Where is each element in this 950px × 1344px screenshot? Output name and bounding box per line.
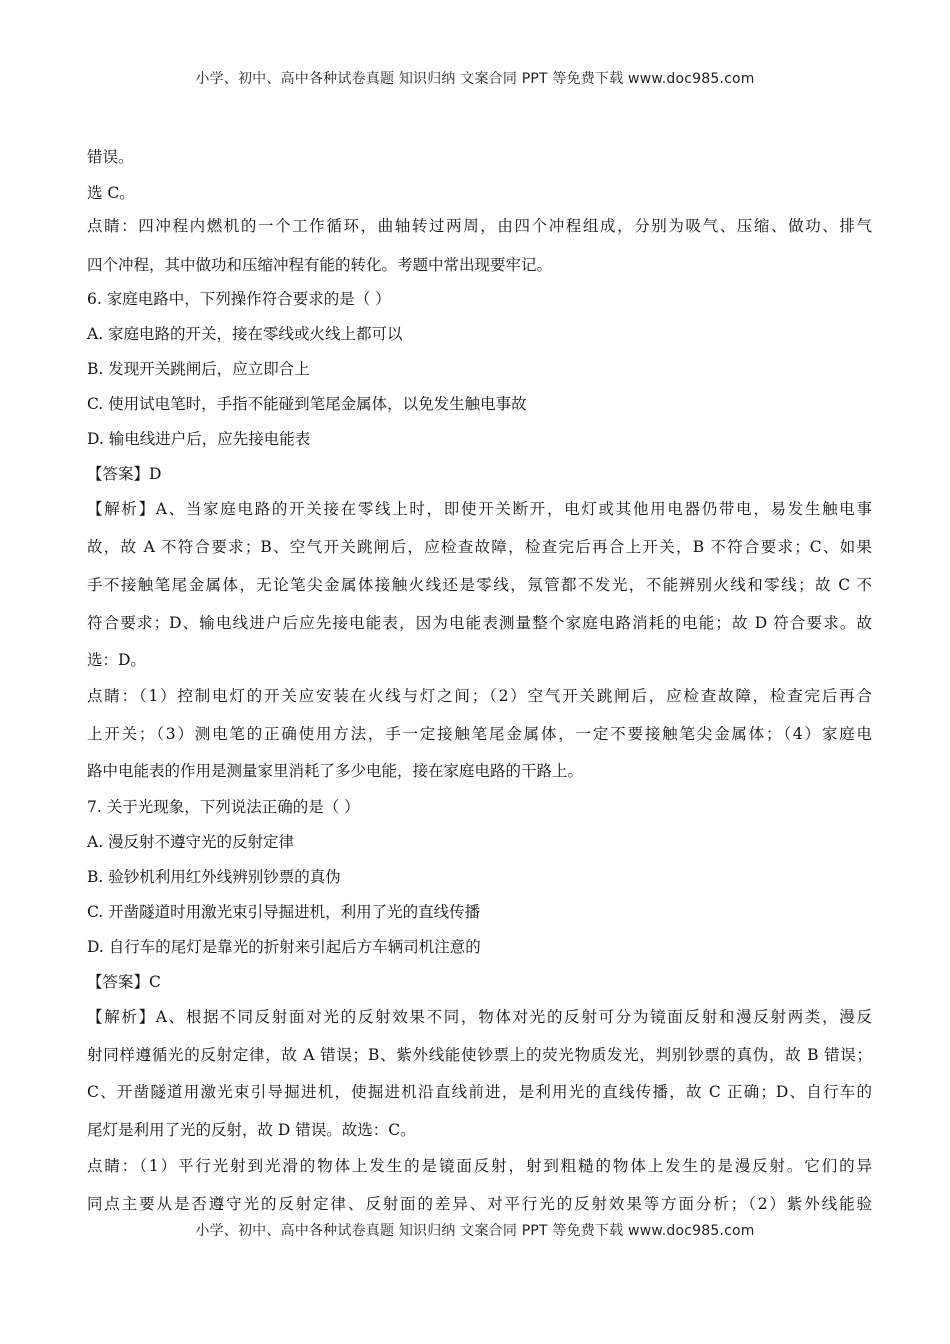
text-line: 故，故 A 不符合要求；B、空气开关跳闸后，应检查故障，检查完后再合上开关，B 不符合要求；C、如果 bbox=[87, 538, 872, 556]
text-line: 错误。 bbox=[87, 148, 134, 166]
question-7-stem: 7. 关于光现象，下列说法正确的是（ ） bbox=[87, 798, 360, 816]
question-7-answer: 【答案】C bbox=[87, 973, 161, 991]
question-6-tip: 点睛：（1）控制电灯的开关应安装在火线与灯之间；（2）空气开关跳闸后，应检查故障，检查完后再合 bbox=[87, 687, 872, 705]
text-line: C、开凿隧道用激光束引导掘进机，使掘进机沿直线前进，是利用光的直线传播，故 C 正确；D、自行车的 bbox=[87, 1083, 872, 1101]
question-7-analysis: 【解析】A、根据不同反射面对光的反射效果不同，物体对光的反射可分为镜面反射和漫反射两类，漫反 bbox=[87, 1008, 872, 1026]
text-line: 手不接触笔尾金属体，无论笔尖金属体接触火线还是零线，氖管都不发光，不能辨别火线和零线；故 C 不 bbox=[87, 576, 872, 594]
question-6-answer: 【答案】D bbox=[87, 465, 162, 483]
question-7-option-a: A. 漫反射不遵守光的反射定律 bbox=[87, 833, 295, 851]
text-line: 符合要求；D、输电线进户后应先接电能表，因为电能表测量整个家庭电路消耗的电能；故 D 符合要求。故 bbox=[87, 614, 872, 632]
page-header: 小学、初中、高中各种试卷真题 知识归纳 文案合同 PPT 等免费下载 www.doc985.com bbox=[195, 71, 755, 87]
text-line: 路中电能表的作用是测量家里消耗了多少电能，接在家庭电路的干路上。 bbox=[87, 762, 584, 780]
question-7-tip: 点睛：（1）平行光射到光滑的物体上发生的是镜面反射，射到粗糙的物体上发生的是漫反射。它们的异 bbox=[87, 1157, 872, 1175]
question-7-option-d: D. 自行车的尾灯是靠光的折射来引起后方车辆司机注意的 bbox=[87, 938, 481, 956]
question-6-option-a: A. 家庭电路的开关，接在零线或火线上都可以 bbox=[87, 325, 403, 343]
text-line: 同点主要从是否遵守光的反射定律、反射面的差异、对平行光的反射效果等方面分析；（2）紫外线能验 bbox=[87, 1195, 872, 1213]
question-6-option-b: B. 发现开关跳闸后，应立即合上 bbox=[87, 360, 310, 378]
text-line: 尾灯是利用了光的反射，故 D 错误。故选：C。 bbox=[87, 1121, 416, 1139]
text-line: 选 C。 bbox=[87, 184, 135, 202]
question-7-option-b: B. 验钞机利用红外线辨别钞票的真伪 bbox=[87, 868, 341, 886]
page-footer: 小学、初中、高中各种试卷真题 知识归纳 文案合同 PPT 等免费下载 www.doc985.com bbox=[195, 1223, 755, 1239]
text-line: 点睛：四冲程内燃机的一个工作循环，曲轴转过两周，由四个冲程组成，分别为吸气、压缩、做功、排气 bbox=[87, 217, 872, 235]
text-line: 四个冲程，其中做功和压缩冲程有能的转化。考题中常出现要牢记。 bbox=[87, 256, 553, 274]
question-6-option-c: C. 使用试电笔时，手指不能碰到笔尾金属体，以免发生触电事故 bbox=[87, 395, 527, 413]
text-line: 射同样遵循光的反射定律，故 A 错误；B、紫外线能使钞票上的荧光物质发光，判别钞票的真伪，故 B 错误； bbox=[87, 1046, 872, 1064]
question-6-analysis: 【解析】A、当家庭电路的开关接在零线上时，即使开关断开，电灯或其他用电器仍带电，易发生触电事 bbox=[87, 500, 872, 518]
text-line: 上开关；（3）测电笔的正确使用方法，手一定接触笔尾金属体，一定不要接触笔尖金属体；（4）家庭电 bbox=[87, 725, 872, 743]
question-6-option-d: D. 输电线进户后，应先接电能表 bbox=[87, 430, 311, 448]
question-6-stem: 6. 家庭电路中，下列操作符合要求的是（ ） bbox=[87, 290, 391, 308]
question-7-option-c: C. 开凿隧道时用激光束引导掘进机，利用了光的直线传播 bbox=[87, 903, 481, 921]
text-line: 选：D。 bbox=[87, 651, 146, 669]
